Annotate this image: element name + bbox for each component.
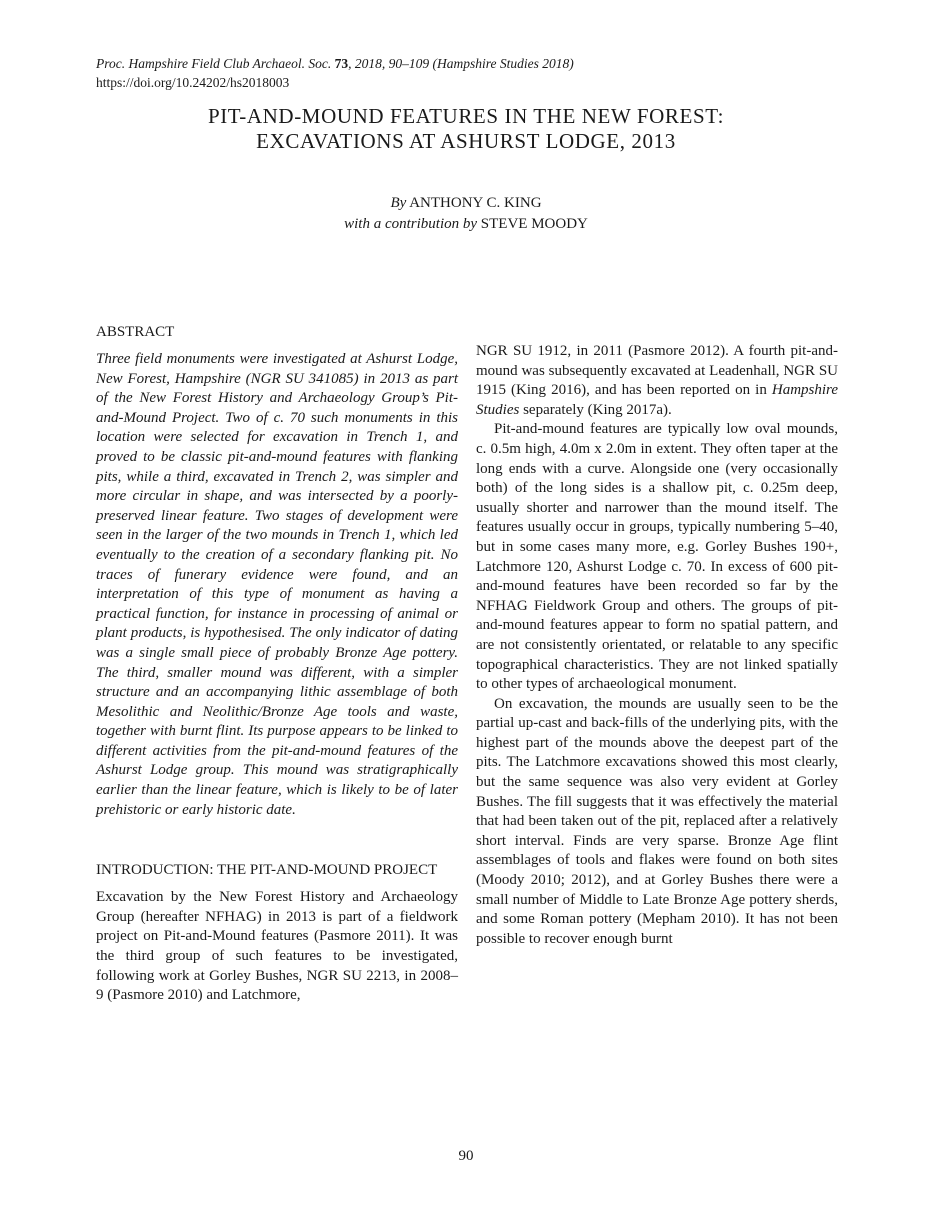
journal-header — [96, 54, 574, 92]
paragraph-text-start: NGR SU 1912, in 2011 (Pasmore 2012). A fourth pit-and-mound was subsequently excavated at Leadenhall, NGR SU 1915 (King 2016), and has been reported on in — [476, 343, 838, 399]
page-number: 90 — [458, 1148, 474, 1164]
left-column — [96, 322, 458, 1006]
introduction-paragraph: Excavation by the New Forest History and Archaeology Group (hereafter NFHAG) in 2013 is part of a fieldwork project on Pit-and-Mound features (Pasmore 2011). It was the third group of such features to be investigated, following work at Gorley Bushes, NGR SU 2213, in 2008–9 (Pasmore 2010) and Latchmore, — [96, 889, 458, 1004]
introduction-heading: INTRODUCTION: THE PIT-AND-MOUND PROJECT — [96, 862, 438, 879]
doi-link[interactable]: https://doi.org/10.24202/hs2018003 — [96, 75, 290, 90]
by-label: By — [390, 195, 407, 211]
right-column — [476, 342, 838, 949]
journal-citation — [96, 54, 574, 73]
title-line-1: PIT-AND-MOUND FEATURES IN THE NEW FOREST: — [207, 104, 725, 128]
contribution-label: with a contribution by — [344, 216, 478, 232]
journal-name-italic: Hampshire Studies — [476, 382, 838, 418]
author-line — [0, 193, 932, 214]
contributor-line — [0, 214, 932, 235]
byline — [0, 193, 932, 235]
volume-number: 73 — [334, 56, 349, 71]
author-name: ANTHONY C. KING — [409, 195, 542, 211]
abstract-heading: ABSTRACT — [96, 324, 175, 340]
title-line-2: EXCAVATIONS AT ASHURST LODGE, 2013 — [256, 129, 676, 153]
features-paragraph: Pit-and-mound features are typically low oval mounds, c. 0.5m high, 4.0m x 2.0m in extent. They often taper at the long ends with a curve. Alongside one (very occasionally both) of the long sides is a shallow pit, c. 0.25m deep, usually shorter and narrower than the mound itself. The features usually occur in groups, typically numbering 5–40, but in some cases many more, e.g. Gorley Bushes 190+, Latchmore 120, Ashurst Lodge c. 70. In excess of 600 pit-and-mound features have been recorded so far by the NFHAG Fieldwork Group and others. The groups of pit-and-mound features appear to form no spatial pattern, and are not consistently orientated, or relatable to any specific topographical characteristics. They are not linked spatially to other types of archaeological monument. — [476, 421, 838, 693]
continued-paragraph — [476, 342, 838, 420]
excavation-paragraph: On excavation, the mounds are usually seen to be the partial up-cast and back-fills of the underlying pits, with the highest part of the mounds above the deepest part of the pits. The Latchmore excavations showed this most clearly, but the same sequence was also very evident at Gorley Bushes. The fill suggests that it was effectively the material that had been taken out of the pit, replaced after a relatively short interval. Finds are very sparse. Bronze Age flint assemblages of tools and flakes were found on both sites (Moody 2010; 2012), and at Gorley Bushes there were a small number of Middle to Late Bronze Age pottery sherds, and some Roman pottery (Mepham 2010). It has not been possible to recover enough burnt — [476, 695, 838, 947]
abstract-text: Three field monuments were investigated at Ashurst Lodge, New Forest, Hampshire (NGR SU 341085) in 2013 as part of the New Forest History and Archaeology Group’s Pit-and-Mound Project. Two of c. 70 such monuments in this location were selected for excavation in Trench 1, and proved to be classic pit-and-mound features with flanking pits, while a third, excavated in Trench 2, was simpler and more circular in shape, and was intersected by a poorly-preserved linear feature. Two stages of development were seen in the larger of the two mounds in Trench 1, which led eventually to the creation of a secondary flanking pit. No traces of funerary evidence were found, and an interpretation of this type of monument as having a practical function, for instance in processing of animal or plant products, is hypothesised. The only indicator of dating was a single small piece of probably Bronze Age pottery. The third, smaller mound was different, with a simpler structure and an accompanying lithic assemblage of both Mesolithic and Neolithic/Bronze Age tools and waste, together with burnt flint. Its purpose appears to be linked to different activities from the pit-and-mound features of the Ashurst Lodge group. This mound was stratigraphically earlier than the linear feature, which is likely to be of later prehistoric or early historic date. — [96, 351, 458, 818]
paragraph-text-end: separately (King 2017a). — [519, 401, 672, 418]
citation-suffix: , 2018, 90–109 (Hampshire Studies 2018) — [348, 56, 574, 71]
article-title — [0, 104, 932, 154]
citation-prefix: Proc. Hampshire Field Club Archaeol. Soc. — [96, 56, 332, 71]
contributor-name: STEVE MOODY — [480, 216, 588, 232]
